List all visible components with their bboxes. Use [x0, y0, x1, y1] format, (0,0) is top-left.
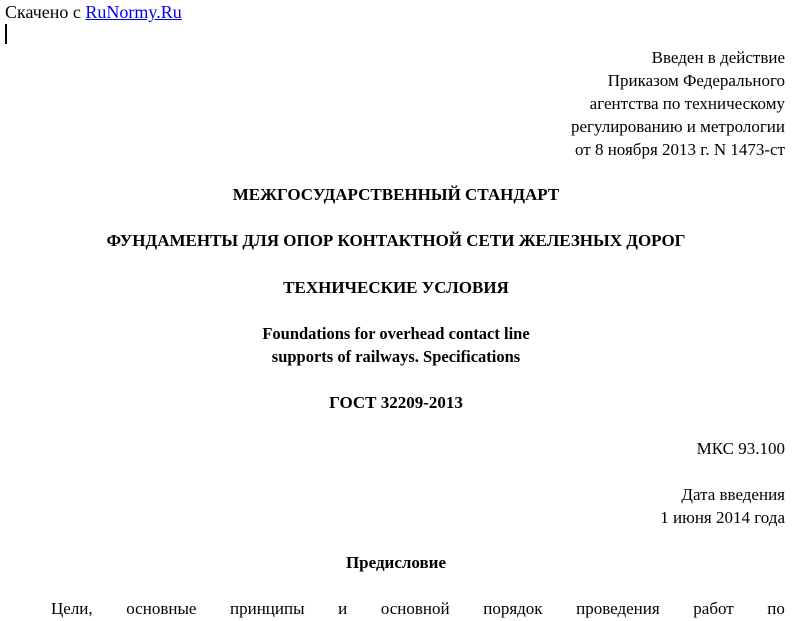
text-cursor: [5, 24, 7, 44]
introduction-date-block: [660, 483, 785, 529]
standard-type-heading: МЕЖГОСУДАРСТВЕННЫЙ СТАНДАРТ: [232, 185, 560, 204]
enactment-line: от 8 ноября 2013 г. N 1473-ст: [575, 140, 785, 159]
english-title: [0, 322, 792, 368]
introduction-date-label: Дата введения: [681, 485, 785, 504]
download-prefix: Скачено с: [5, 2, 86, 22]
preface-paragraph-line: [51, 597, 785, 620]
paragraph-word: и: [338, 599, 348, 618]
runormy-link[interactable]: RuNormy.Ru: [85, 2, 182, 22]
document-title: ФУНДАМЕНТЫ ДЛЯ ОПОР КОНТАКТНОЙ СЕТИ ЖЕЛЕЗНЫХ ДОРОГ: [106, 231, 686, 250]
download-source-line: [5, 2, 182, 22]
preface-heading: Предисловие: [345, 553, 447, 572]
paragraph-word: Цели,: [51, 599, 93, 618]
enactment-line: агентства по техническому: [589, 94, 785, 113]
paragraph-word: по: [767, 599, 785, 618]
paragraph-word: работ: [693, 599, 734, 618]
enactment-line: регулированию и метрологии: [570, 117, 785, 136]
paragraph-word: проведения: [576, 599, 660, 618]
paragraph-word: основной: [380, 599, 450, 618]
english-title-line-2: supports of railways. Specifications: [271, 347, 521, 366]
mks-code: МКС 93.100: [696, 439, 785, 458]
introduction-date-value: 1 июня 2014 года: [660, 508, 785, 527]
enactment-line: Введен в действие: [651, 48, 785, 67]
paragraph-word: порядок: [483, 599, 543, 618]
enactment-line: Приказом Федерального: [607, 71, 785, 90]
gost-number: ГОСТ 32209-2013: [329, 393, 463, 412]
paragraph-word: основные: [126, 599, 197, 618]
enactment-block: [571, 46, 785, 161]
english-title-line-1: Foundations for overhead contact line: [262, 324, 530, 343]
document-subtitle: ТЕХНИЧЕСКИЕ УСЛОВИЯ: [283, 278, 509, 297]
paragraph-word: принципы: [230, 599, 305, 618]
